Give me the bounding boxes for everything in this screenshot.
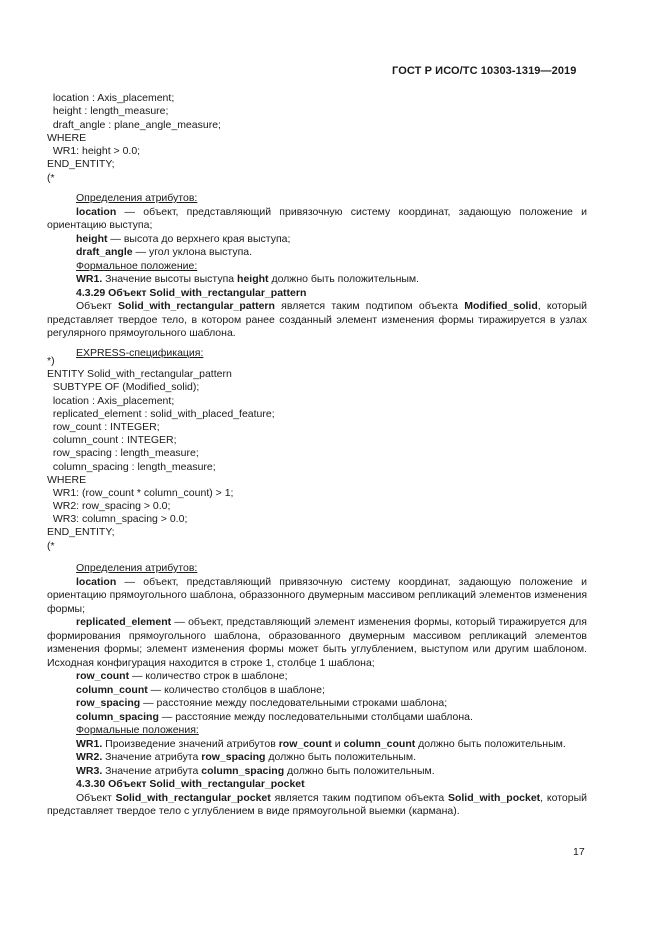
code-line: (* [47, 171, 55, 184]
code-line: *) [47, 355, 55, 367]
code-line: column_spacing : length_measure; [47, 460, 216, 473]
express-heading: EXPRESS-спецификация: [76, 346, 204, 359]
code-line: ENTITY Solid_with_rectangular_pattern [47, 368, 232, 381]
code-line: WHERE [47, 131, 87, 144]
code-line: (* [47, 539, 55, 552]
code-line: WR3: column_spacing > 0.0; [47, 513, 188, 526]
attr-heading: Определения атрибутов: [76, 192, 198, 204]
attr-replicated-element: replicated_element — объект, представляющий элемент изменения формы, который тиражируется для формирования прямоугольного шаблона, образованного двумерным массивом репликаций элементов изменения формы; элемент изменения формы может быть углублением, выступом или другим шаблоном. Исходная конфигурация находится в строке 1, столбце 1 шаблона; [47, 616, 587, 669]
attr-heading: Определения атрибутов: [76, 562, 198, 574]
code-line: END_ENTITY; [47, 526, 115, 539]
code-line: WR2: row_spacing > 0.0; [47, 500, 171, 513]
formal-wr2: WR2. Значение атрибута row_spacing должно быть положительным. [76, 751, 416, 763]
formal-wr1: WR1. Произведение значений атрибутов row_count и column_count должно быть положительным. [76, 737, 566, 750]
express-code-main [47, 355, 587, 553]
attr-row-spacing: row_spacing — расстояние между последовательными строками шаблона; [76, 697, 448, 709]
code-line: replicated_element : solid_with_placed_feature; [47, 407, 275, 420]
code-line: location : Axis_placement; [47, 394, 175, 407]
attr-column-count: column_count — количество столбцов в шаблоне; [76, 683, 325, 696]
code-line: WR1: (row_count * column_count) > 1; [47, 486, 234, 499]
code-line: draft_angle : plane_angle_measure; [47, 118, 221, 131]
attr-location: location — объект, представляющий привязочную систему координат, задающую положение и ориентацию прямоугольного шаблона, образзонного двумерным массивом репликаций элементов изменения формы; [47, 575, 587, 615]
code-line: location : Axis_placement; [47, 92, 175, 104]
page-number: 17 [573, 846, 585, 858]
formal-wr3: WR3. Значение атрибута column_spacing должно быть положительным. [76, 764, 435, 777]
section-title-4-3-30: 4.3.30 Объект Solid_with_rectangular_pocket [76, 778, 305, 790]
express-code-top [47, 92, 587, 185]
section-title-4-3-29: 4.3.29 Объект Solid_with_rectangular_pattern [76, 286, 307, 299]
attr-row-count: row_count — количество строк в шаблоне; [76, 670, 288, 682]
attr-location: location — объект, представляющий привязочную систему координат, задающую положение и ориентацию выступа; [47, 205, 587, 231]
formal-heading: Формальное положение: [76, 259, 198, 272]
code-line: END_ENTITY; [47, 158, 115, 171]
code-line: height : length_measure; [47, 105, 169, 118]
code-line: column_count : INTEGER; [47, 434, 177, 447]
formal-wr1: WR1. Значение высоты выступа height должно быть положительным. [76, 273, 420, 285]
attr-height: height — высота до верхнего края выступа; [76, 232, 291, 245]
section-paragraph: Объект Solid_with_rectangular_pattern является таким подтипом объекта Modified_solid, который представляет твердое тело, в котором ранее созданный элемент изменения формы тиражируется в узлах регулярного прямоугольного шаблона. [47, 300, 587, 339]
code-line: WR1: height > 0.0; [47, 145, 141, 158]
document-header: ГОСТ Р ИСО/ТС 10303-1319—2019 [392, 65, 577, 77]
code-line: row_spacing : length_measure; [47, 447, 199, 460]
code-line: row_count : INTEGER; [47, 420, 160, 433]
attribute-definitions-2 [47, 562, 587, 819]
section-paragraph: Объект Solid_with_rectangular_pocket является таким подтипом объекта Solid_with_pocket, который представляет твердое тело с углублением в виде прямоугольной выемки (кармана). [47, 791, 587, 817]
attr-column-spacing: column_spacing — расстояние между последовательными столбцами шаблона. [76, 710, 473, 723]
code-line: WHERE [47, 473, 87, 486]
formal-heading: Формальные положения: [76, 724, 199, 736]
attribute-definitions-1 [47, 192, 587, 360]
attr-draft-angle: draft_angle — угол уклона выступа. [76, 246, 253, 258]
code-line: SUBTYPE OF (Modified_solid); [47, 381, 200, 394]
